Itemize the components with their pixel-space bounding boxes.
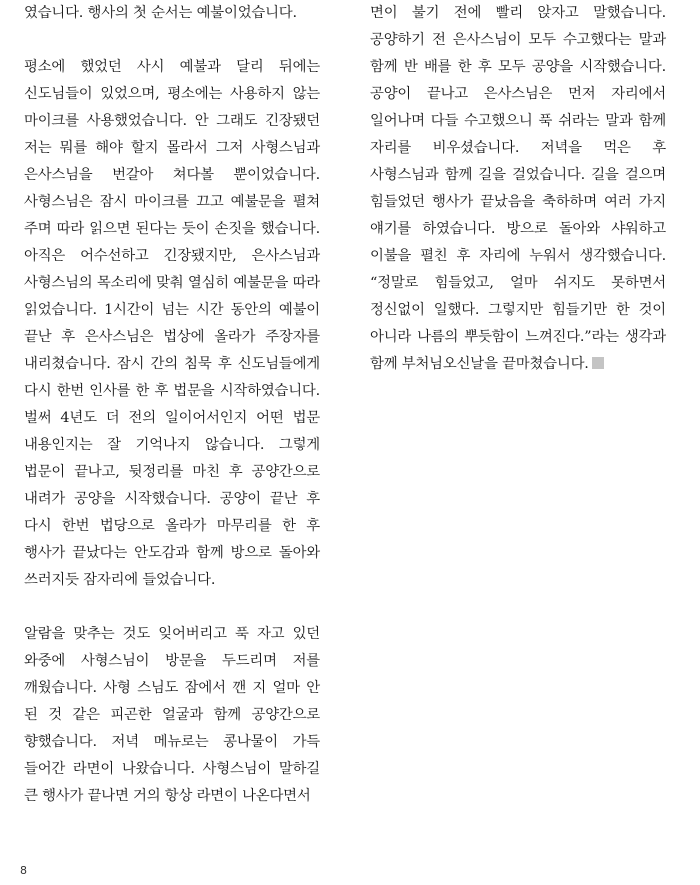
paragraph: 평소에 했었던 사시 예불과 달리 뒤에는 신도님들이 있었으며, 평소에는 사용하지 않는 마이크를 사용했었습니다. 안 그래도 긴장됐던 저는 뭐를 해야 할지 몰라서 그저 사형스님과 은사스님을 번갈아 쳐다볼 뿐이었습니다. 사형스님은 잠시 마이크를 끄고 예불문을 펼쳐 주며 따라 읽으면 된다는 듯이 손짓을 했습니다. 아직은 어수선하고 긴장됐지만, 은사스님과 사형스님의 목소리에 맞춰 열심히 예불문을 따라 읽었습니다. 1시간이 넘는 시간 동안의 예불이 끝난 후 은사스님은 법상에 올라가 주장자를 내리쳤습니다. 잠시 간의 침묵 후 신도님들에게 다시 한번 인사를 한 후 법문을 시작하였습니다. 벌써 4년도 더 전의 일이어서인지 어떤 법문 내용인지는 잘 기억나지 않습니다. 그렇게 법문이 끝나고, 뒷정리를 마친 후 공양간으로 내려가 공양을 시작했습니다. 공양이 끝난 후 다시 한번 법당으로 올라가 마무리를 한 후 행사가 끝났다는 안도감과 함께 방으로 돌아와 쓰러지듯 잠자리에 들었습니다. — [24, 59, 320, 588]
paragraph-final — [370, 0, 666, 378]
right-column — [370, 0, 666, 378]
paragraph-gap — [24, 594, 320, 621]
paragraph: 알람을 맞추는 것도 잊어버리고 푹 자고 있던 와중에 사형스님이 방문을 두드리며 저를 깨웠습니다. 사형 스님도 잠에서 깬 지 얼마 안 된 것 같은 피곤한 얼굴과 함께 공양간으로 향했습니다. 저녁 메뉴로는 콩나물이 가득 들어간 라면이 나왔습니다. 사형스님이 말하길 큰 행사가 끝나면 거의 항상 라면이 나온다면서 — [24, 626, 320, 804]
paragraph-gap — [24, 27, 320, 54]
end-of-article-square-icon — [592, 357, 604, 369]
page-number: 8 — [20, 864, 27, 877]
paragraph: 였습니다. 행사의 첫 순서는 예불이었습니다. — [24, 5, 297, 21]
left-column — [24, 0, 320, 810]
paragraph-text: 면이 불기 전에 빨리 앉자고 말했습니다. 공양하기 전 은사스님이 모두 수고했다는 말과 함께 반 배를 한 후 모두 공양을 시작했습니다. 공양이 끝나고 은사스님은 먼저 자리에서 일어나며 다들 수고했으니 푹 쉬라는 말과 함께 자리를 비우셨습니다. 저녁을 먹은 후 사형스님과 함께 길을 걸었습니다. 길을 걸으며 힘들었던 행사가 끝났음을 축하하며 여러 가지 얘기를 하였습니다. 방으로 돌아와 샤워하고 이불을 펼친 후 자리에 누워서 생각했습니다. “정말로 힘들었고, 얼마 쉬지도 못하면서 정신없이 일했다. 그렇지만 힘들기만 한 것이 아니라 나름의 뿌듯함이 느껴진다.”라는 생각과 함께 부처님오신날을 끝마쳤습니다. — [370, 5, 666, 372]
